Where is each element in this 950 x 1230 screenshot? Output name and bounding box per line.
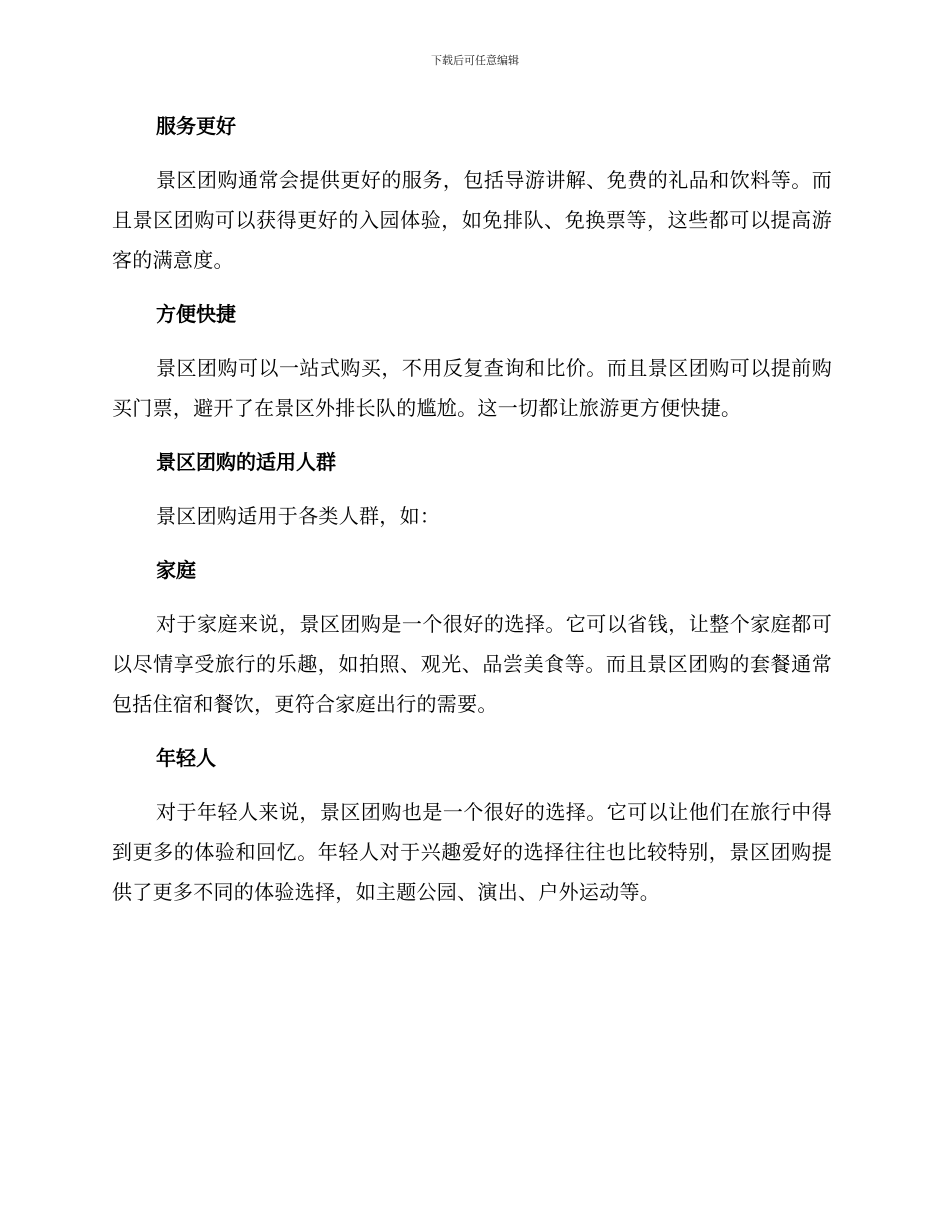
section-heading-young-people: 年轻人 bbox=[156, 746, 216, 770]
section-paragraph-convenience: 景区团购可以一站式购买，不用反复查询和比价。而且景区团购可以提前购买门票，避开了在景区外排长队的尴尬。这一切都让旅游更方便快捷。 bbox=[112, 356, 832, 420]
section-heading-target-groups: 景区团购的适用人群 bbox=[156, 450, 336, 474]
section-paragraph-target-groups: 景区团购适用于各类人群，如： bbox=[156, 504, 441, 528]
document-body bbox=[112, 106, 832, 912]
section-heading-service: 服务更好 bbox=[156, 114, 236, 138]
page-header-note: 下载后可任意编辑 bbox=[431, 54, 519, 67]
section-paragraph-service: 景区团购通常会提供更好的服务，包括导游讲解、免费的礼品和饮料等。而且景区团购可以获得更好的入园体验，如免排队、免换票等，这些都可以提高游客的满意度。 bbox=[112, 168, 832, 272]
section-paragraph-young-people: 对于年轻人来说，景区团购也是一个很好的选择。它可以让他们在旅行中得到更多的体验和回忆。年轻人对于兴趣爱好的选择往往也比较特别，景区团购提供了更多不同的体验选择，如主题公园、演出、户外运动等。 bbox=[112, 800, 832, 904]
section-heading-family: 家庭 bbox=[156, 558, 196, 582]
section-heading-convenience: 方便快捷 bbox=[156, 302, 236, 326]
section-paragraph-family: 对于家庭来说，景区团购是一个很好的选择。它可以省钱，让整个家庭都可以尽情享受旅行的乐趣，如拍照、观光、品尝美食等。而且景区团购的套餐通常包括住宿和餐饮，更符合家庭出行的需要。 bbox=[112, 612, 832, 716]
